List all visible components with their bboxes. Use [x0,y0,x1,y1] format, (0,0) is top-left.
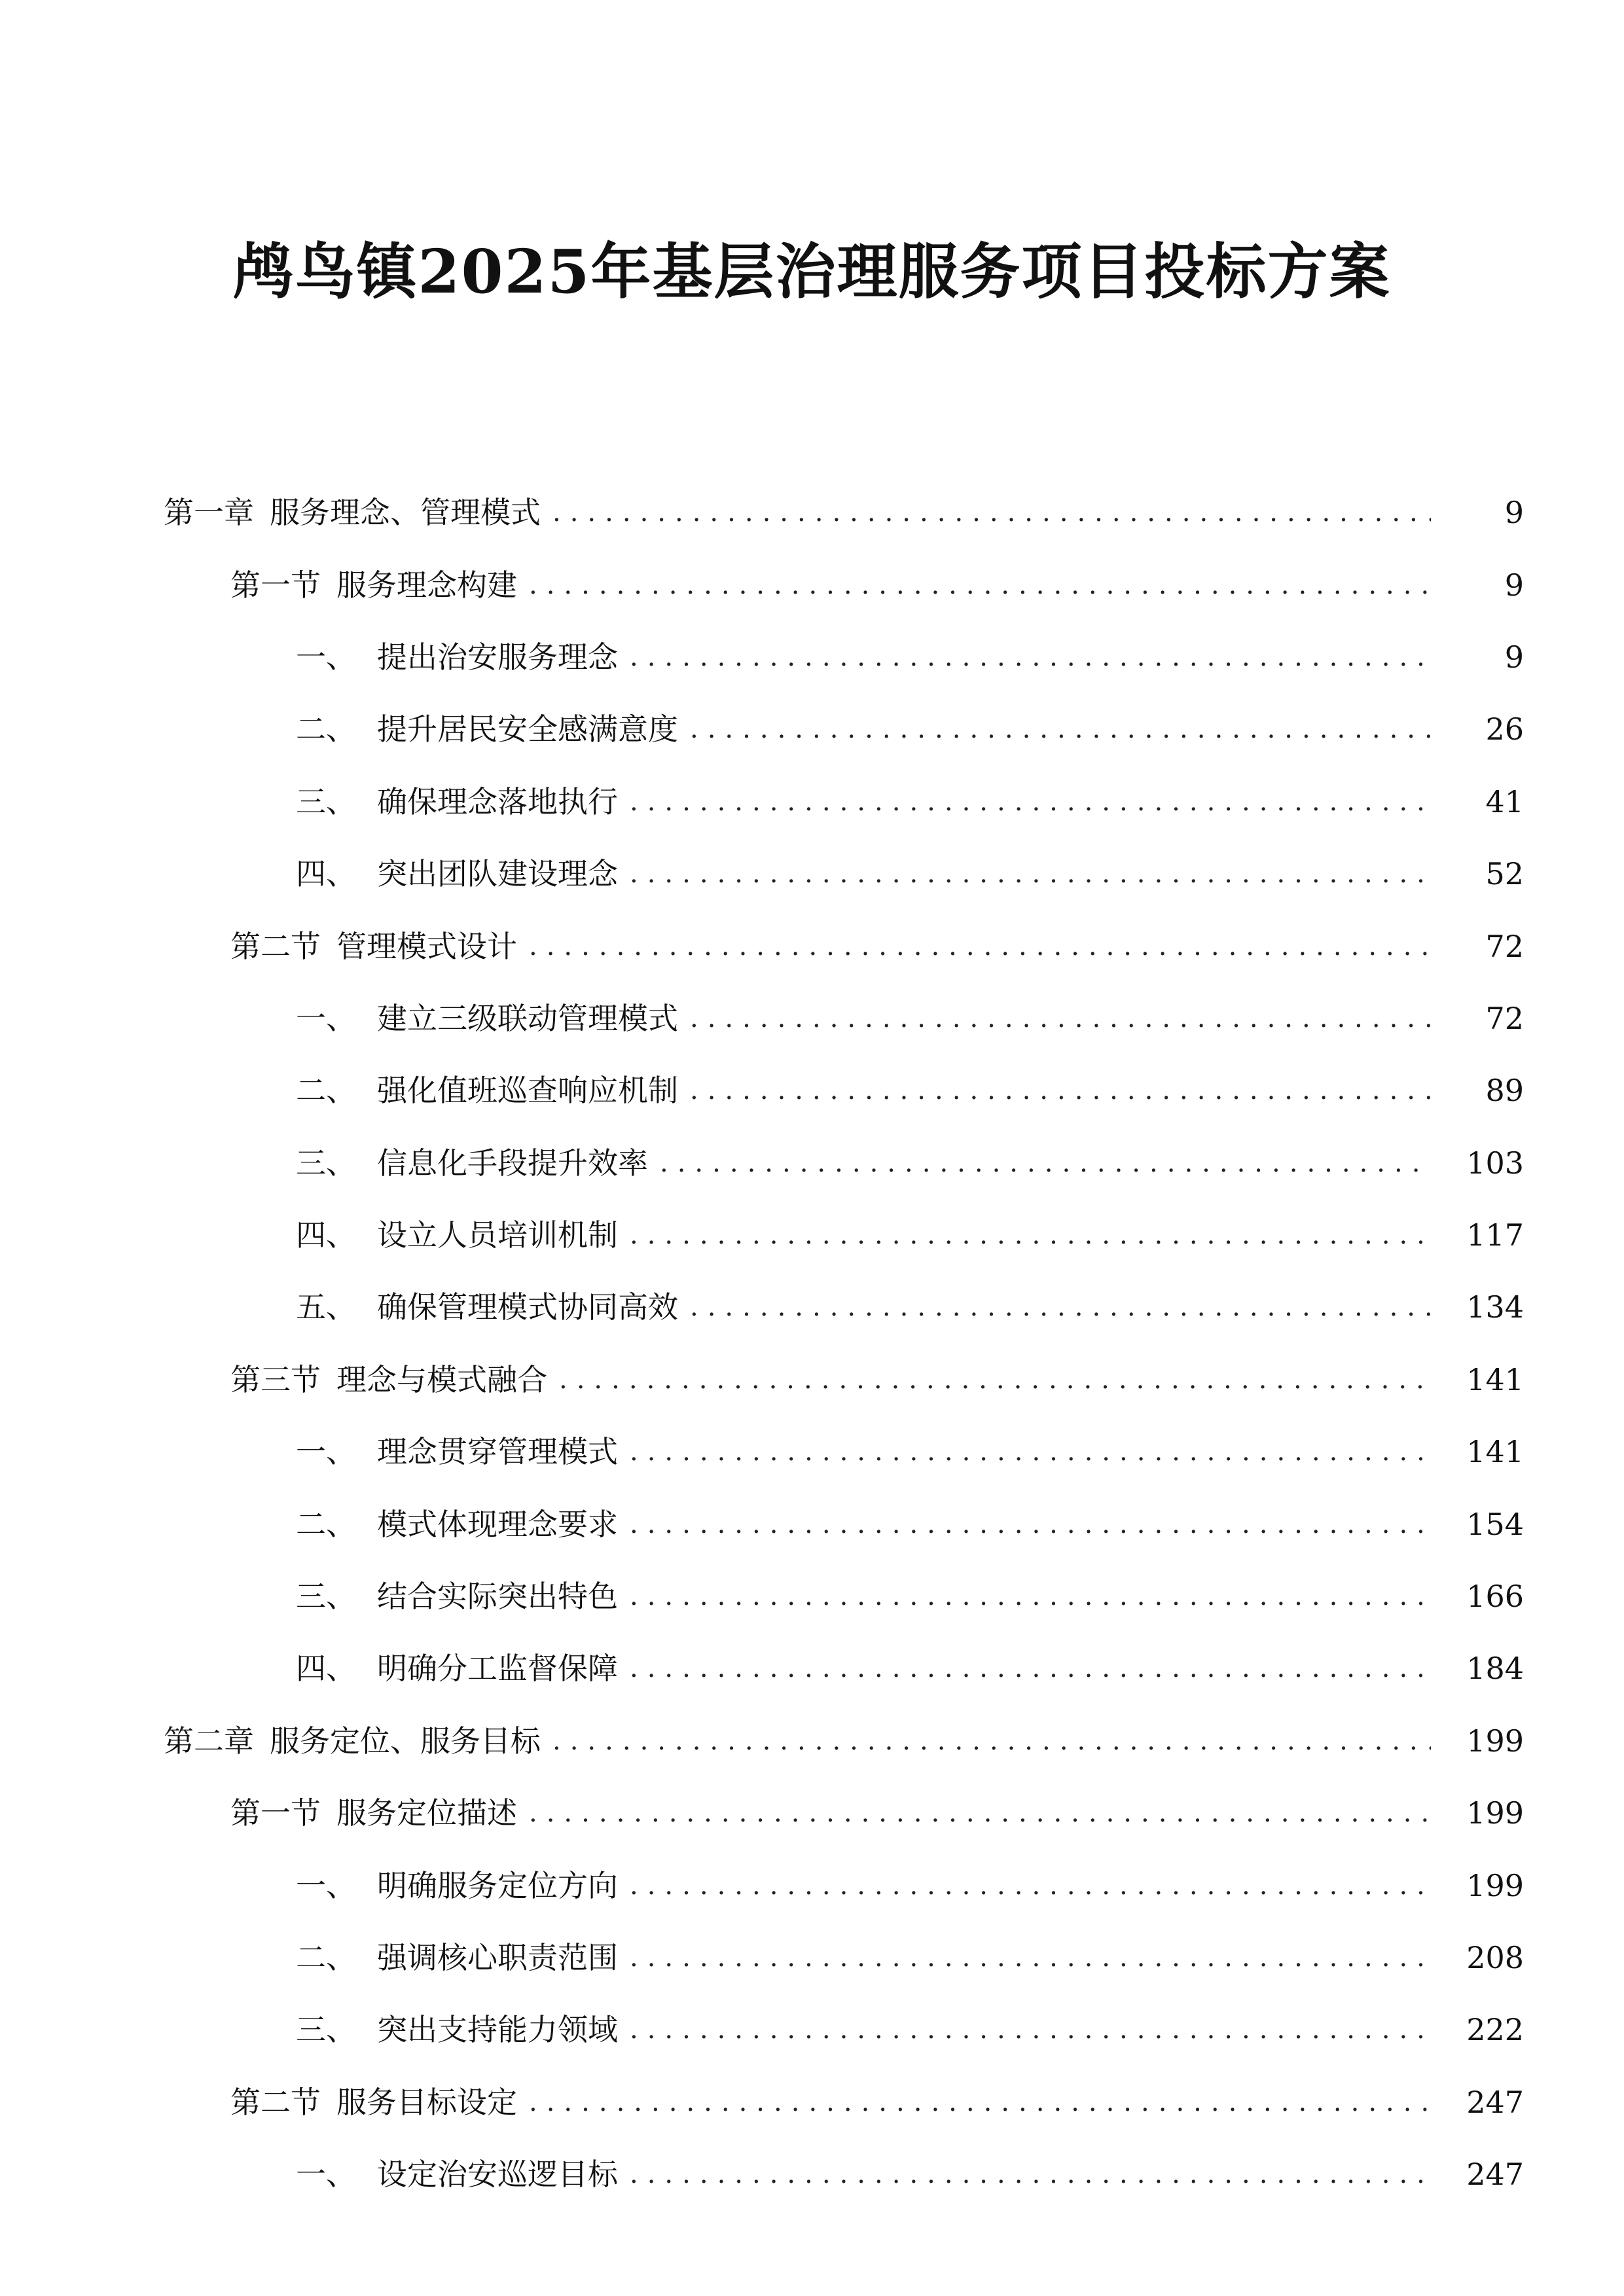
toc-entry-level-3[interactable] [0,1127,1624,1199]
toc-entry-number: 四、 [296,1217,356,1253]
toc-dot-leader [690,999,1431,1038]
toc-entry-level-3[interactable] [0,1922,1624,1994]
toc-page-number: 222 [1466,2012,1524,2048]
toc-page-number: 199 [1466,1723,1524,1759]
toc-entry-level-3[interactable] [0,1560,1624,1632]
toc-entry-number: 第一节 [230,567,321,603]
toc-entry-level-3[interactable] [0,1199,1624,1271]
toc-entry-number: 第二节 [230,928,321,964]
toc-page-number: 103 [1466,1145,1524,1181]
toc-dot-leader [630,637,1431,677]
toc-entry-number: 一、 [296,1867,356,1903]
toc-dot-leader [529,1793,1431,1833]
toc-page-number: 247 [1466,2084,1524,2120]
toc-entry-title: 突出团队建设理念 [377,856,618,892]
toc-entry-level-3[interactable] [0,838,1624,910]
toc-entry-number: 一、 [296,1000,356,1036]
toc-page-number: 26 [1485,711,1524,747]
toc-entry-number: 二、 [296,1940,356,1975]
toc-entry-number: 第一章 [164,495,254,531]
toc-dot-leader [630,1577,1431,1616]
toc-entry-level-3[interactable] [0,1416,1624,1488]
toc-entry-level-3[interactable] [0,1488,1624,1560]
toc-entry-number: 三、 [296,2012,356,2048]
toc-dot-leader [529,565,1431,605]
toc-entry-title: 理念与模式融合 [336,1361,547,1397]
toc-entry-level-3[interactable] [0,1054,1624,1126]
toc-entry-number: 第三节 [230,1361,321,1397]
toc-entry-title: 服务定位描述 [336,1795,517,1831]
toc-entry-title: 设立人员培训机制 [377,1217,618,1253]
toc-entry-title: 明确分工监督保障 [377,1651,618,1687]
toc-entry-title: 设定治安巡逻目标 [377,2157,618,2193]
toc-dot-leader [630,854,1431,893]
toc-dot-leader [559,1360,1431,1399]
toc-page-number: 89 [1485,1073,1524,1109]
toc-entry-title: 服务理念、管理模式 [270,495,541,531]
toc-dot-leader [630,2155,1431,2194]
toc-entry-level-2[interactable] [0,910,1624,982]
toc-page-number: 72 [1485,1000,1524,1036]
toc-entry-number: 一、 [296,1434,356,1470]
toc-entry-level-3[interactable] [0,766,1624,838]
toc-dot-leader [660,1143,1431,1183]
toc-page-number: 9 [1504,639,1524,675]
toc-entry-title: 服务定位、服务目标 [270,1723,541,1759]
toc-dot-leader [630,1866,1431,1905]
toc-page-number: 247 [1466,2157,1524,2193]
toc-entry-number: 第一节 [230,1795,321,1831]
toc-entry-number: 一、 [296,639,356,675]
toc-entry-title: 明确服务定位方向 [377,1867,618,1903]
toc-entry-title: 突出支持能力领域 [377,2012,618,2048]
toc-entry-title: 提出治安服务理念 [377,639,618,675]
toc-entry-title: 确保理念落地执行 [377,783,618,819]
toc-entry-title: 提升居民安全感满意度 [377,711,678,747]
toc-entry-number: 二、 [296,711,356,747]
toc-entry-title: 理念贯穿管理模式 [377,1434,618,1470]
toc-entry-title: 强化值班巡查响应机制 [377,1073,678,1109]
toc-page-number: 199 [1466,1795,1524,1831]
toc-entry-title: 强调核心职责范围 [377,1940,618,1975]
toc-dot-leader [552,1721,1431,1761]
toc-page-number: 41 [1485,783,1524,819]
toc-entry-title: 信息化手段提升效率 [377,1145,648,1181]
toc-dot-leader [630,1432,1431,1471]
toc-entry-number: 一、 [296,2157,356,2193]
toc-page-number: 134 [1466,1289,1524,1325]
toc-page-number: 208 [1466,1940,1524,1975]
toc-entry-level-3[interactable] [0,982,1624,1054]
toc-entry-level-3[interactable] [0,621,1624,693]
toc-entry-title: 模式体现理念要求 [377,1506,618,1542]
toc-dot-leader [630,782,1431,821]
toc-entry-title: 建立三级联动管理模式 [377,1000,678,1036]
toc-page-number: 9 [1504,567,1524,603]
toc-entry-number: 三、 [296,783,356,819]
toc-page-number: 72 [1485,928,1524,964]
toc-entry-number: 二、 [296,1506,356,1542]
toc-entry-level-3[interactable] [0,1632,1624,1704]
table-of-contents [0,476,1624,2210]
toc-entry-number: 二、 [296,1073,356,1109]
toc-dot-leader [690,709,1431,749]
toc-page-number: 166 [1466,1579,1524,1615]
toc-page-number: 117 [1466,1217,1524,1253]
toc-entry-level-3[interactable] [0,1271,1624,1343]
toc-entry-level-3[interactable] [0,2138,1624,2210]
toc-dot-leader [690,1287,1431,1327]
toc-page-number: 184 [1466,1651,1524,1687]
toc-page-number: 141 [1466,1361,1524,1397]
toc-page-number: 141 [1466,1434,1524,1470]
toc-entry-number: 四、 [296,856,356,892]
toc-entry-level-2[interactable] [0,1777,1624,1849]
toc-entry-level-2[interactable] [0,2066,1624,2138]
toc-entry-level-1[interactable] [0,1705,1624,1777]
toc-entry-title: 服务理念构建 [336,567,517,603]
toc-entry-number: 四、 [296,1651,356,1687]
toc-dot-leader [630,1215,1431,1255]
toc-entry-level-3[interactable] [0,1994,1624,2066]
toc-page-number: 9 [1504,495,1524,531]
toc-page-number: 52 [1485,856,1524,892]
toc-entry-title: 确保管理模式协同高效 [377,1289,678,1325]
toc-dot-leader [690,1071,1431,1110]
toc-entry-number: 五、 [296,1289,356,1325]
toc-entry-level-2[interactable] [0,1344,1624,1416]
toc-dot-leader [630,2010,1431,2049]
toc-entry-title: 结合实际突出特色 [377,1579,618,1615]
toc-entry-level-3[interactable] [0,693,1624,765]
toc-dot-leader [529,927,1431,966]
document-title: 鸬鸟镇2025年基层治理服务项目投标方案 [233,236,1391,307]
toc-entry-title: 服务目标设定 [336,2084,517,2120]
toc-entry-level-1[interactable] [0,476,1624,548]
toc-entry-level-2[interactable] [0,548,1624,620]
toc-dot-leader [529,2083,1431,2122]
toc-page-number: 154 [1466,1506,1524,1542]
toc-page-number: 199 [1466,1867,1524,1903]
toc-dot-leader [630,1938,1431,1977]
toc-entry-number: 第二节 [230,2084,321,2120]
toc-entry-number: 三、 [296,1145,356,1181]
toc-dot-leader [552,493,1431,532]
toc-entry-number: 三、 [296,1579,356,1615]
toc-dot-leader [630,1505,1431,1544]
toc-dot-leader [630,1649,1431,1688]
toc-entry-number: 第二章 [164,1723,254,1759]
toc-entry-level-3[interactable] [0,1849,1624,1921]
toc-entry-title: 管理模式设计 [336,928,517,964]
